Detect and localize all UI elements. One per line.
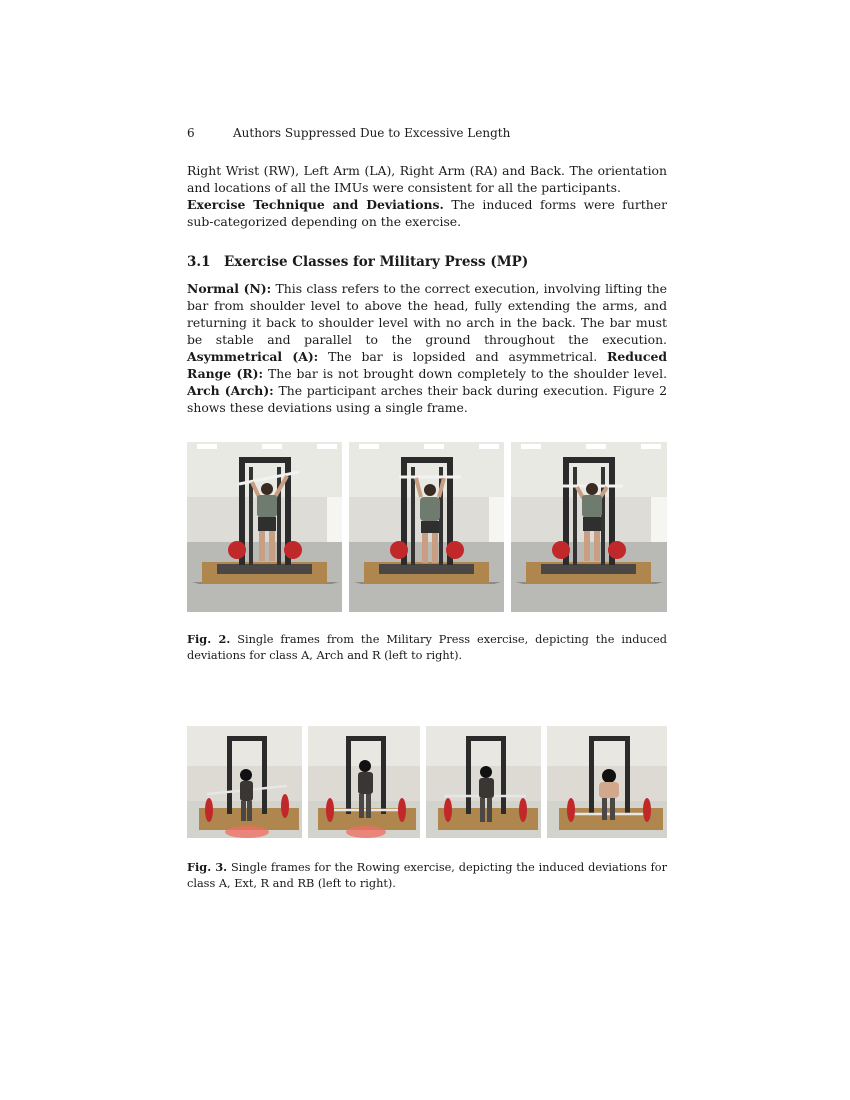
def-asymmetrical: The bar is lopsided and asymmetrical. — [318, 349, 608, 364]
mp-paragraph — [187, 280, 667, 416]
row-frame-asymmetrical — [187, 726, 302, 838]
running-title: Authors Suppressed Due to Excessive Length — [233, 126, 511, 140]
intro-bold-heading: Exercise Technique and Deviations. — [187, 197, 444, 212]
figure-3-caption-text: Single frames for the Rowing exercise, depicting the induced deviations for class A, Ext, R and RB (left to right). — [187, 861, 667, 890]
term-arch: Arch (Arch): — [187, 383, 274, 398]
mp-frame-reduced-range — [511, 442, 667, 612]
intro-paragraph — [187, 162, 667, 230]
figure-2 — [187, 442, 667, 612]
def-normal: This class refers to the correct execution, involving lifting the bar from shoulder level to above the head, fully extending the arms, and returning it back to shoulder level with no arch in the back. The bar must be stable and parallel to the ground throughout the execution. — [187, 281, 668, 347]
row-frame-reduced-range — [426, 726, 541, 838]
mp-frame-asymmetrical — [187, 442, 342, 612]
page-number: 6 — [187, 126, 195, 140]
figure-2-caption-text: Single frames from the Military Press exercise, depicting the induced deviations for class A, Arch and R (left to right). — [187, 633, 667, 662]
def-arch: The participant arches their back during execution. Figure 2 shows these deviations using a single frame. — [187, 383, 667, 415]
figure-2-label: Fig. 2. — [187, 632, 231, 646]
row-frame-rb — [547, 726, 667, 838]
term-normal: Normal (N): — [187, 281, 272, 296]
section-title: Exercise Classes for Military Press (MP) — [224, 254, 529, 270]
intro-text: Right Wrist (RW), Left Arm (LA), Right Arm (RA) and Back. The orientation and locations of all the IMUs were consistent for all the participants. — [187, 163, 667, 195]
term-reduced-range: Reduced Range (R): — [187, 349, 667, 381]
section-heading — [187, 254, 528, 270]
mp-frame-arch — [349, 442, 504, 612]
intro-text-2: The induced forms were further sub-categorized depending on the exercise. — [187, 197, 667, 229]
figure-3-label: Fig. 3. — [187, 860, 228, 874]
figure-2-caption — [187, 631, 667, 664]
term-asymmetrical: Asymmetrical (A): — [187, 349, 319, 364]
figure-3 — [187, 726, 667, 838]
figure-3-caption — [187, 859, 667, 892]
row-frame-ext — [308, 726, 420, 838]
def-reduced-range: The bar is not brought down completely to the shoulder level. — [263, 366, 668, 381]
section-number: 3.1 — [187, 254, 211, 270]
running-header — [187, 126, 510, 140]
